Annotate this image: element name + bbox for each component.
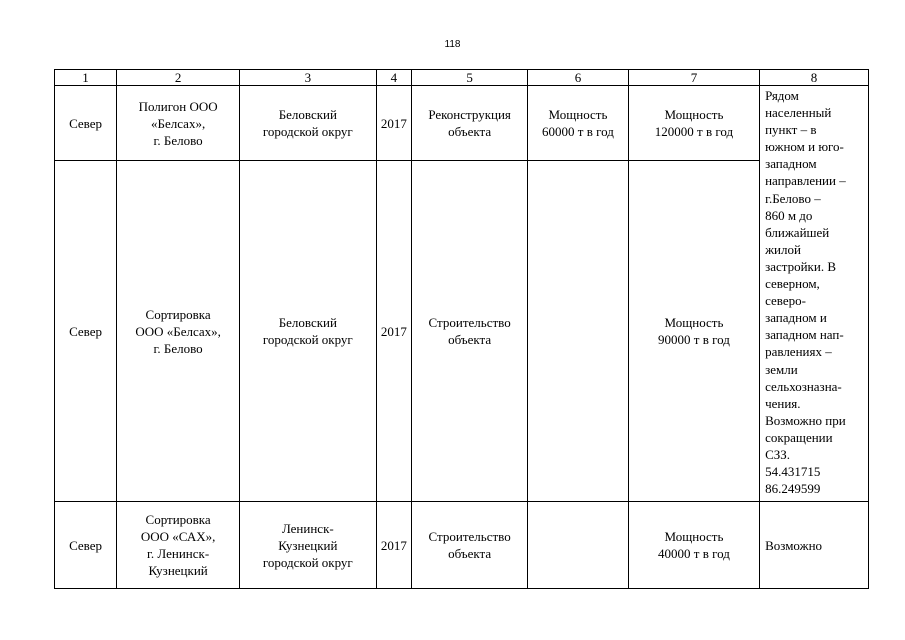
object-line: г. Белово (153, 132, 203, 148)
district-cell (240, 86, 376, 161)
year-cell: 2017 (376, 86, 412, 161)
note-line: 860 м до (765, 207, 813, 223)
capacity-line: Мощность (664, 529, 724, 544)
table-row (55, 161, 869, 502)
column-number: 5 (412, 70, 528, 86)
district-line: Беловский (278, 315, 337, 330)
zone-cell: Север (55, 161, 117, 502)
activity-line: объекта (448, 124, 492, 139)
district-line: городской округ (262, 124, 353, 139)
column-number: 8 (760, 70, 869, 86)
table-header-row (55, 70, 869, 86)
activity-cell (412, 86, 528, 161)
note-line: ближайшей (765, 224, 830, 240)
year-cell: 2017 (376, 161, 412, 502)
note-line: застройки. В (765, 258, 836, 274)
capacity-line: 90000 т в год (658, 332, 730, 347)
zone-cell: Север (55, 86, 117, 161)
note-line: 86.249599 (765, 481, 821, 497)
activity-cell (412, 161, 528, 502)
table-row (55, 86, 869, 161)
table-row (55, 502, 869, 589)
note-line: западном (765, 156, 817, 172)
object-line: ООО «САХ», (140, 529, 216, 544)
document-table (54, 69, 869, 589)
note-line: Рядом (765, 88, 799, 103)
activity-line: объекта (448, 332, 492, 347)
district-line: городской округ (262, 332, 353, 347)
activity-line: Строительство (428, 315, 511, 330)
district-cell (240, 161, 376, 502)
object-line: Полигон ООО (138, 98, 218, 114)
object-line: ООО «Белсах», (135, 323, 221, 339)
object-line: «Белсах», (151, 115, 206, 131)
note-line: северо- (765, 293, 806, 309)
district-line: Кузнецкий (278, 537, 338, 553)
district-line: Беловский (278, 107, 337, 122)
merged-note-cell (760, 86, 869, 502)
note-line: жилой (765, 241, 801, 257)
column-number: 7 (628, 70, 759, 86)
note-line: западном нап- (765, 327, 844, 343)
note-line: сельхозназна- (765, 378, 842, 394)
object-cell (117, 161, 240, 502)
column-number: 4 (376, 70, 412, 86)
note-line: южном и юго- (765, 139, 844, 155)
note-line: населенный (765, 105, 832, 121)
activity-line: Реконструкция (428, 107, 511, 122)
note-line: западном и (765, 310, 827, 326)
note-line: Возможно при (765, 412, 846, 428)
district-line: Ленинск- (281, 520, 334, 536)
capacity-current-cell (528, 502, 629, 589)
object-line: Кузнецкий (148, 563, 208, 578)
capacity-planned-cell (628, 86, 759, 161)
capacity-line: 40000 т в год (658, 546, 730, 561)
activity-cell (412, 502, 528, 589)
note-line: равлениях – (765, 344, 832, 360)
note-line: 54.431715 (765, 464, 821, 480)
note-line: СЗЗ. (765, 446, 791, 462)
object-cell (117, 502, 240, 589)
column-number: 1 (55, 70, 117, 86)
capacity-planned-cell (628, 161, 759, 502)
capacity-line: Мощность (548, 107, 608, 122)
note-line: северном, (765, 276, 820, 292)
capacity-line: 120000 т в год (654, 124, 734, 139)
activity-line: Строительство (428, 529, 511, 544)
district-line: городской округ (262, 554, 353, 570)
note-line: пункт – в (765, 122, 817, 138)
note-line: направлении – (765, 173, 846, 189)
activity-line: объекта (448, 546, 492, 561)
object-line: Сортировка (145, 306, 211, 322)
district-cell (240, 502, 376, 589)
year-cell: 2017 (376, 502, 412, 589)
capacity-line: 60000 т в год (542, 124, 614, 139)
note-cell: Возможно (760, 502, 869, 589)
object-cell (117, 86, 240, 161)
capacity-line: Мощность (664, 315, 724, 330)
note-line: сокращении (765, 429, 833, 445)
column-number: 2 (117, 70, 240, 86)
note-line: чения. (765, 395, 801, 411)
capacity-planned-cell (628, 502, 759, 589)
object-line: г. Белово (153, 340, 203, 356)
capacity-line: Мощность (664, 107, 724, 122)
note-line: земли (765, 361, 798, 377)
capacity-current-cell (528, 86, 629, 161)
note-line: г.Белово – (765, 190, 821, 206)
column-number: 6 (528, 70, 629, 86)
object-line: Сортировка (145, 512, 211, 527)
capacity-current-cell (528, 161, 629, 502)
column-number: 3 (240, 70, 376, 86)
zone-cell: Север (55, 502, 117, 589)
object-line: г. Ленинск- (147, 546, 210, 561)
page-number: 118 (444, 39, 461, 50)
